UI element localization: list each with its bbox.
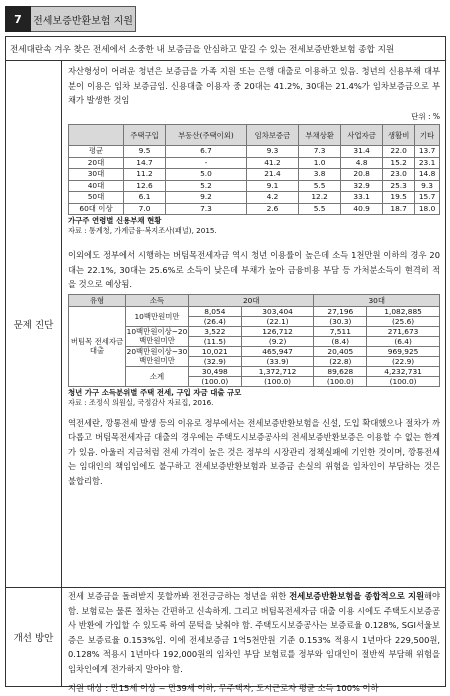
table-cell: 303,404 [241,306,314,316]
table-cell: 31.4 [341,146,383,158]
table-row [69,192,440,204]
table-cell: 6.1 [124,192,166,204]
table-cell: 126,712 [241,326,314,336]
intro-line: 전세대란속 겨우 찾은 전세에서 소중한 내 보증금을 안심하고 맡길 수 있는 전세보증반환보험 종합 지원 [6,37,445,61]
table-cell: 9.2 [166,192,247,204]
improvement-para [68,589,440,676]
table-cell: 33.1 [341,192,383,204]
debt-table-header [69,125,440,146]
table-cell: (100.0) [314,376,367,386]
table-cell: 11.2 [124,169,166,181]
table-cell: 5.0 [166,169,247,181]
problem-content [68,64,440,488]
table-row [69,146,440,158]
table-cell: 6.7 [166,146,247,158]
table-cell: 1.0 [299,157,341,169]
table-cell: 50대 [69,192,124,204]
table-cell: 9.3 [415,180,440,192]
section-title: 전세보증반환보험 지원 [31,6,136,32]
section-number: 7 [5,6,31,32]
row-divider [6,587,445,588]
table-row [69,157,440,169]
table-cell: 평균 [69,146,124,158]
table-cell: 465,947 [241,346,314,356]
table-row [69,306,440,316]
table-cell: 5.5 [299,203,341,215]
table-cell: 5.2 [166,180,247,192]
table-header-cell: 20대 [189,294,314,306]
table-row [69,169,440,181]
table1-unit: 단위 : % [411,111,440,121]
table-cell: (30.3) [314,316,367,326]
table-row [69,203,440,215]
improvement-bold: 전세보증반환보험을 종합적으로 지원 [289,591,424,601]
table-cell: 40.9 [341,203,383,215]
table-cell: 4,232,731 [367,366,440,376]
income-cell: 10백만원미만 [126,306,189,326]
table-cell: 23.1 [415,157,440,169]
table-cell: 21.4 [246,169,298,181]
table-cell: (22.9) [367,356,440,366]
support-target: 지원 대상 : 만15세 이상 ~ 만39세 이하, 무주택자, 도시근로자 평균 소득 100% 이하 [68,683,379,693]
label-problem: 문제 진단 [6,61,62,587]
table-cell: (8.4) [314,336,367,346]
table-header-cell: 생활비 [383,125,415,146]
table-cell: 30대 [69,169,124,181]
table-cell: 32.9 [341,180,383,192]
table-cell: 22.0 [383,146,415,158]
table-row [69,180,440,192]
table-cell: (6.4) [367,336,440,346]
table-cell: 1,372,712 [241,366,314,376]
table-cell: 7,511 [314,326,367,336]
loan-table [68,294,440,387]
table-cell: (100.0) [367,376,440,386]
table-cell: 18.0 [415,203,440,215]
table-cell: 40대 [69,180,124,192]
table1-caption-text: 가구주 연령별 신용부채 현황 [68,216,162,225]
table-cell: (32.9) [189,356,242,366]
table-cell: (100.0) [189,376,242,386]
table-cell: (22.8) [314,356,367,366]
table-cell: 89,628 [314,366,367,376]
table-header-cell: 부동산(주택이외) [166,125,247,146]
table-cell: (11.5) [189,336,242,346]
table-cell: (100.0) [241,376,314,386]
table1-source: 자료 : 통계청, 가계금융·복지조사(패널), 2015. [68,226,217,235]
table-cell: (25.6) [367,316,440,326]
table-cell: 8,054 [189,306,242,316]
table-header-cell: 주택구입 [124,125,166,146]
table-cell: 12.2 [299,192,341,204]
problem-para-3: 역전세란, 깡통전세 발생 등의 이유로 정부에서는 전세보증반환보험을 신설, 도입 확대했으나 절차가 까다롭고 버팀목전세자금 대출의 경우에는 주택도시보증공사의 전세보증반환보증은 이용할 수 없는 한계가 있음. 아울러 지금처럼 전세 가격이 높은 것은 정부의 시장관리 정책실패에 기인한 것이며, 깡통전세는 임대인의 책임임에도 불구하고 전세보증반환보험과 보증금 손실의 위험을 임차인이 부담하는 것은 불합리함. [68,417,440,486]
table-cell: 12.6 [124,180,166,192]
section-header [5,6,136,32]
table2-caption [68,388,440,398]
table-cell: 271,673 [367,326,440,336]
table-cell: 30,498 [189,366,242,376]
table-cell: 23.0 [383,169,415,181]
table-header-cell: 임차보증금 [246,125,298,146]
table-cell: 14.8 [415,169,440,181]
table-cell: 5.5 [299,180,341,192]
table-cell: 13.7 [415,146,440,158]
table-header-cell: 30대 [314,294,440,306]
table-cell: 9.1 [246,180,298,192]
table-cell: 41.2 [246,157,298,169]
table-cell: 10,021 [189,346,242,356]
table-cell: 969,925 [367,346,440,356]
table-cell: 3,522 [189,326,242,336]
loan-type-cell: 버팀목 전세자금 대출 [69,306,126,386]
table1-caption [68,216,440,226]
table-cell: 25.3 [383,180,415,192]
table-cell: (22.1) [241,316,314,326]
problem-para-1: 자산형성이 어려운 청년은 보증금을 가족 지원 또는 은행 대출로 이용하고 있음. 청년의 신용부채 대부분이 이용은 임차 보증금임. 신용대출 이용자 중 20대는 41.2%, 30대는 21.4%가 임차보증금으로 부채가 발생한 것임 [68,66,440,105]
table-cell: (9.2) [241,336,314,346]
table-cell: 20,405 [314,346,367,356]
improvement-rest: 해야 함. 보험료는 물론 절차는 간편하고 신속하게. 그리고 버팀목전세자금 대출 이용 시에도 주택도시보증공사 반환에 가입할 수 있도록 하여 문턱을 낮춰야 함. 주택도시보증공사는 보증료율 0.128%, SGI서울보증은 보증료율 0.153%임. 이에 전세보증금 1억5천만원 기준 0.153% 적용시 1년마다 229,500원, 0.128% 적용시 1년마다 192,000원의 임차인 부담 보험료를 정부와 임대인이 절반씩 부담해 위험을 임차인에게 전가하지 말아야 함. [68,591,441,674]
income-cell: 소계 [126,366,189,386]
table-cell: (33.9) [241,356,314,366]
table-cell: 15.7 [415,192,440,204]
label-improvement: 개선 방안 [6,587,62,686]
table-header-cell: 기타 [415,125,440,146]
table-header-cell [69,125,124,146]
table-cell: - [166,157,247,169]
table2-caption-text: 청년 가구 소득분위별 주택 전세, 구입 자금 대출 규모 [68,387,242,397]
table-cell: 20.8 [341,169,383,181]
table-cell: 14.7 [124,157,166,169]
table-cell: 4.2 [246,192,298,204]
income-cell: 10백만원이상~20백만원미만 [126,327,188,345]
table-cell: 27,196 [314,306,367,316]
table-cell: 1,082,885 [367,306,440,316]
table-cell: 2.6 [246,203,298,215]
table-cell: 9.3 [246,146,298,158]
improvement-content [68,589,440,696]
table-cell: 60대 이상 [69,203,124,215]
problem-para-2: 이외에도 정부에서 시행하는 버팀목전세자금 역시 청년 이용률이 높은데 소득 1천만원 이하의 경우 20대는 22.1%, 30대는 25.6%로 소득이 낮은데 부채가 높아 금융비용 부담 등 가처분소득이 현격히 적을 것으로 예상됨. [68,250,440,289]
income-cell: 20백만원이상~30백만원미만 [126,347,188,365]
table-cell: 9.5 [124,146,166,158]
table-header-cell: 소득 [126,294,189,306]
table-cell: 7.3 [299,146,341,158]
table-cell: 7.3 [166,203,247,215]
improvement-lead: 전세 보증금을 돌려받지 못할까봐 전전긍긍하는 청년을 위한 [68,591,290,601]
table-cell: 19.5 [383,192,415,204]
table-cell: 18.7 [383,203,415,215]
table2-source: 자료 : 조정식 의원실, 국정감사 자료집, 2016. [68,397,214,407]
table-header-cell: 사업자금 [341,125,383,146]
table-cell: 15.2 [383,157,415,169]
table-cell: 20대 [69,157,124,169]
content-frame [5,36,446,693]
debt-table [68,124,440,215]
table-cell: 7.0 [124,203,166,215]
loan-table-header [69,294,440,306]
table-cell: 3.8 [299,169,341,181]
table-header-cell: 부채상환 [299,125,341,146]
table-header-cell: 유형 [69,294,126,306]
table-cell: (26.4) [189,316,242,326]
table-cell: 4.8 [341,157,383,169]
